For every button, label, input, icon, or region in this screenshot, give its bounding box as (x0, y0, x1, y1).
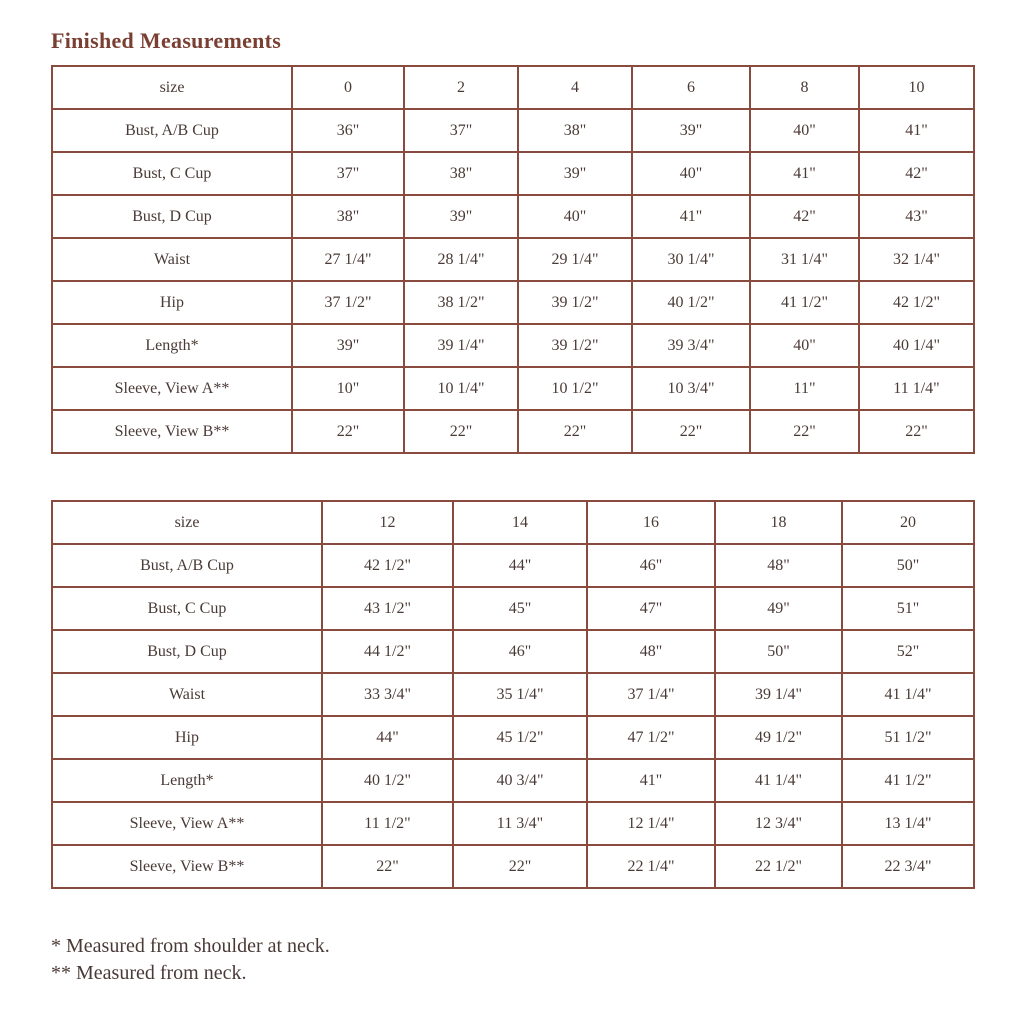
measurement-label: Sleeve, View B** (52, 845, 322, 888)
header-row (52, 66, 974, 109)
measurement-value: 48" (715, 544, 842, 587)
measurement-value: 29 1/4" (518, 238, 632, 281)
size-header-cell: 0 (292, 66, 404, 109)
measurement-value: 27 1/4" (292, 238, 404, 281)
measurement-value: 22" (292, 410, 404, 453)
measurement-value: 41 1/2" (842, 759, 974, 802)
measurement-value: 44 1/2" (322, 630, 453, 673)
size-header-cell: 20 (842, 501, 974, 544)
measurement-value: 45" (453, 587, 587, 630)
table-row (52, 238, 974, 281)
measurement-label: Bust, C Cup (52, 587, 322, 630)
measurement-label: Bust, C Cup (52, 152, 292, 195)
measurement-value: 12 1/4" (587, 802, 715, 845)
measurement-label: Hip (52, 281, 292, 324)
table-row (52, 845, 974, 888)
measurement-value: 40 1/4" (859, 324, 974, 367)
measurement-value: 12 3/4" (715, 802, 842, 845)
measurement-value: 22" (404, 410, 518, 453)
measurement-value: 11 1/2" (322, 802, 453, 845)
measurement-value: 51" (842, 587, 974, 630)
footnote-sleeve: ** Measured from neck. (51, 962, 247, 984)
measurement-value: 48" (587, 630, 715, 673)
size-header-cell: 6 (632, 66, 750, 109)
measurements-table-sizes-12-20 (51, 500, 975, 889)
measurement-value: 13 1/4" (842, 802, 974, 845)
measurement-value: 41 1/2" (750, 281, 859, 324)
measurement-value: 43 1/2" (322, 587, 453, 630)
table-row (52, 152, 974, 195)
table-row (52, 109, 974, 152)
measurement-value: 40" (750, 109, 859, 152)
measurement-value: 38 1/2" (404, 281, 518, 324)
measurement-value: 47 1/2" (587, 716, 715, 759)
measurement-value: 10 1/4" (404, 367, 518, 410)
measurement-label: Waist (52, 238, 292, 281)
measurement-value: 37 1/2" (292, 281, 404, 324)
measurement-value: 41" (587, 759, 715, 802)
measurement-value: 36" (292, 109, 404, 152)
measurement-value: 37 1/4" (587, 673, 715, 716)
measurements-table-sizes-0-10 (51, 65, 975, 454)
measurement-value: 37" (404, 109, 518, 152)
measurement-value: 50" (715, 630, 842, 673)
size-header-cell: 10 (859, 66, 974, 109)
measurement-value: 44" (453, 544, 587, 587)
measurement-label: Bust, A/B Cup (52, 544, 322, 587)
measurement-label: Sleeve, View A** (52, 367, 292, 410)
measurement-value: 22 1/2" (715, 845, 842, 888)
measurement-value: 49" (715, 587, 842, 630)
measurement-value: 42" (859, 152, 974, 195)
size-header-cell: 12 (322, 501, 453, 544)
measurement-value: 22" (632, 410, 750, 453)
measurement-value: 42 1/2" (859, 281, 974, 324)
measurement-value: 42 1/2" (322, 544, 453, 587)
measurement-value: 50" (842, 544, 974, 587)
measurement-value: 39" (292, 324, 404, 367)
measurement-value: 46" (453, 630, 587, 673)
table-row (52, 673, 974, 716)
measurement-value: 45 1/2" (453, 716, 587, 759)
measurement-value: 11" (750, 367, 859, 410)
measurement-value: 46" (587, 544, 715, 587)
measurement-value: 37" (292, 152, 404, 195)
measurement-value: 47" (587, 587, 715, 630)
table-row (52, 544, 974, 587)
footnotes (51, 933, 330, 987)
size-header-label: size (52, 66, 292, 109)
measurement-value: 51 1/2" (842, 716, 974, 759)
footnote-length: * Measured from shoulder at neck. (51, 935, 330, 957)
measurement-value: 39" (632, 109, 750, 152)
measurement-value: 22" (750, 410, 859, 453)
measurement-label: Bust, D Cup (52, 630, 322, 673)
size-header-cell: 8 (750, 66, 859, 109)
measurement-value: 41" (859, 109, 974, 152)
measurement-value: 40" (750, 324, 859, 367)
measurement-value: 41 1/4" (842, 673, 974, 716)
measurement-value: 35 1/4" (453, 673, 587, 716)
measurement-value: 38" (404, 152, 518, 195)
measurement-value: 40" (632, 152, 750, 195)
measurement-value: 38" (518, 109, 632, 152)
measurement-label: Hip (52, 716, 322, 759)
measurement-value: 22" (453, 845, 587, 888)
measurement-value: 39" (518, 152, 632, 195)
measurement-value: 39 1/4" (404, 324, 518, 367)
size-header-cell: 18 (715, 501, 842, 544)
measurement-value: 41" (632, 195, 750, 238)
measurement-value: 39" (404, 195, 518, 238)
measurement-label: Bust, A/B Cup (52, 109, 292, 152)
measurement-value: 39 1/4" (715, 673, 842, 716)
measurement-value: 41" (750, 152, 859, 195)
size-header-label: size (52, 501, 322, 544)
measurement-value: 22" (859, 410, 974, 453)
measurement-label: Bust, D Cup (52, 195, 292, 238)
measurement-label: Length* (52, 324, 292, 367)
measurement-value: 22 1/4" (587, 845, 715, 888)
table-row (52, 759, 974, 802)
measurement-value: 49 1/2" (715, 716, 842, 759)
measurement-value: 31 1/4" (750, 238, 859, 281)
measurement-value: 22 3/4" (842, 845, 974, 888)
measurement-value: 30 1/4" (632, 238, 750, 281)
measurement-value: 39 1/2" (518, 281, 632, 324)
table-row (52, 410, 974, 453)
header-row (52, 501, 974, 544)
measurement-value: 32 1/4" (859, 238, 974, 281)
measurement-value: 40 1/2" (632, 281, 750, 324)
measurement-value: 40" (518, 195, 632, 238)
measurement-value: 38" (292, 195, 404, 238)
measurement-value: 43" (859, 195, 974, 238)
measurement-label: Sleeve, View B** (52, 410, 292, 453)
measurement-value: 39 1/2" (518, 324, 632, 367)
measurement-value: 11 3/4" (453, 802, 587, 845)
measurement-value: 22" (518, 410, 632, 453)
size-header-cell: 14 (453, 501, 587, 544)
measurement-label: Waist (52, 673, 322, 716)
table-row (52, 587, 974, 630)
table-row (52, 367, 974, 410)
measurement-value: 10 1/2" (518, 367, 632, 410)
measurement-value: 40 3/4" (453, 759, 587, 802)
size-header-cell: 2 (404, 66, 518, 109)
measurement-value: 44" (322, 716, 453, 759)
table-row (52, 324, 974, 367)
measurement-value: 42" (750, 195, 859, 238)
size-header-cell: 4 (518, 66, 632, 109)
measurement-value: 52" (842, 630, 974, 673)
table-row (52, 716, 974, 759)
size-header-cell: 16 (587, 501, 715, 544)
measurement-value: 28 1/4" (404, 238, 518, 281)
table-row (52, 630, 974, 673)
table-row (52, 802, 974, 845)
measurement-value: 10" (292, 367, 404, 410)
measurement-value: 39 3/4" (632, 324, 750, 367)
table-row (52, 195, 974, 238)
measurement-value: 41 1/4" (715, 759, 842, 802)
table-row (52, 281, 974, 324)
measurement-value: 33 3/4" (322, 673, 453, 716)
measurement-label: Length* (52, 759, 322, 802)
page-title: Finished Measurements (51, 28, 282, 53)
measurement-value: 11 1/4" (859, 367, 974, 410)
measurement-value: 10 3/4" (632, 367, 750, 410)
measurement-label: Sleeve, View A** (52, 802, 322, 845)
measurement-value: 22" (322, 845, 453, 888)
measurement-value: 40 1/2" (322, 759, 453, 802)
